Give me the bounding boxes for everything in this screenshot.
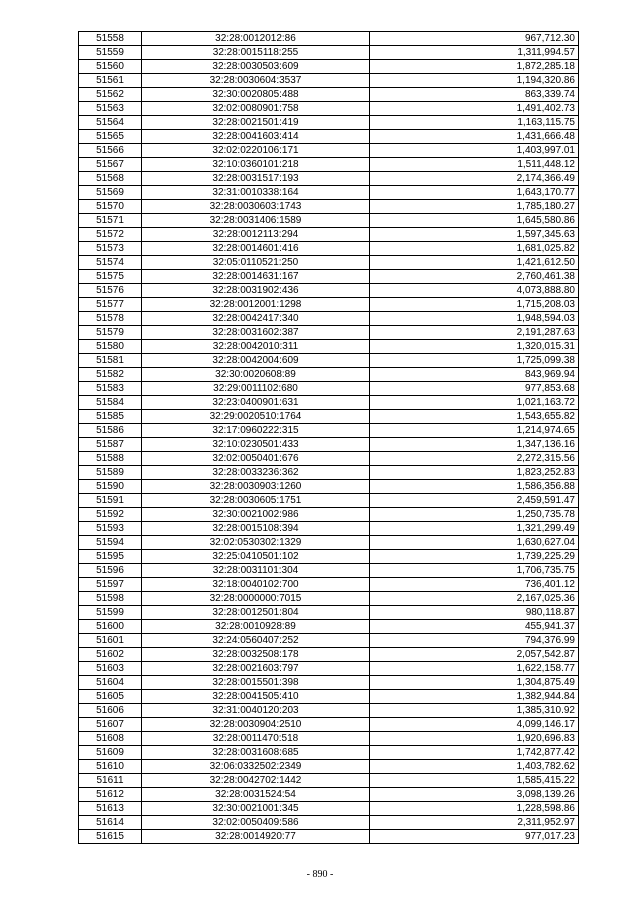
value-cell: 1,739,225.29: [370, 550, 579, 564]
cadastral-number-cell: 32:02:0050401:676: [142, 452, 370, 466]
value-cell: 1,304,875.49: [370, 676, 579, 690]
cadastral-number-cell: 32:28:0031517:193: [142, 172, 370, 186]
value-cell: 977,853.68: [370, 382, 579, 396]
cadastral-number-cell: 32:24:0560407:252: [142, 634, 370, 648]
value-cell: 1,872,285.18: [370, 60, 579, 74]
value-cell: 1,585,415.22: [370, 774, 579, 788]
cadastral-number-cell: 32:28:0041505:410: [142, 690, 370, 704]
value-cell: 1,320,015.31: [370, 340, 579, 354]
cadastral-number-cell: 32:02:0080901:758: [142, 102, 370, 116]
cadastral-number-cell: 32:28:0042417:340: [142, 312, 370, 326]
table-row: [79, 620, 579, 634]
table-row: [79, 60, 579, 74]
value-cell: 794,376.99: [370, 634, 579, 648]
cadastral-number-cell: 32:02:0530302:1329: [142, 536, 370, 550]
row-number-cell: 51560: [79, 60, 142, 74]
table-row: [79, 480, 579, 494]
table-row: [79, 256, 579, 270]
row-number-cell: 51605: [79, 690, 142, 704]
value-cell: 977,017.23: [370, 830, 579, 844]
cadastral-number-cell: 32:28:0021603:797: [142, 662, 370, 676]
table-row: [79, 592, 579, 606]
value-cell: 1,021,163.72: [370, 396, 579, 410]
row-number-cell: 51593: [79, 522, 142, 536]
cadastral-number-cell: 32:28:0015501:398: [142, 676, 370, 690]
table-row: [79, 452, 579, 466]
row-number-cell: 51587: [79, 438, 142, 452]
value-cell: 980,118.87: [370, 606, 579, 620]
value-cell: 1,431,666.48: [370, 130, 579, 144]
cadastral-number-cell: 32:28:0041603:414: [142, 130, 370, 144]
row-number-cell: 51592: [79, 508, 142, 522]
row-number-cell: 51572: [79, 228, 142, 242]
value-cell: 2,174,366.49: [370, 172, 579, 186]
table-body: [79, 32, 579, 844]
row-number-cell: 51607: [79, 718, 142, 732]
table-row: [79, 144, 579, 158]
row-number-cell: 51561: [79, 74, 142, 88]
value-cell: 1,421,612.50: [370, 256, 579, 270]
row-number-cell: 51615: [79, 830, 142, 844]
table-row: [79, 340, 579, 354]
value-cell: 1,645,580.86: [370, 214, 579, 228]
value-cell: 843,969.94: [370, 368, 579, 382]
cadastral-number-cell: 32:28:0015118:255: [142, 46, 370, 60]
value-cell: 4,099,146.17: [370, 718, 579, 732]
row-number-cell: 51559: [79, 46, 142, 60]
row-number-cell: 51606: [79, 704, 142, 718]
table-row: [79, 648, 579, 662]
table-row: [79, 676, 579, 690]
value-cell: 1,920,696.83: [370, 732, 579, 746]
table-row: [79, 270, 579, 284]
row-number-cell: 51573: [79, 242, 142, 256]
row-number-cell: 51585: [79, 410, 142, 424]
value-cell: 2,311,952.97: [370, 816, 579, 830]
row-number-cell: 51601: [79, 634, 142, 648]
cadastral-number-cell: 32:28:0031524:54: [142, 788, 370, 802]
cadastral-number-cell: 32:28:0031902:436: [142, 284, 370, 298]
table-row: [79, 732, 579, 746]
row-number-cell: 51558: [79, 32, 142, 46]
row-number-cell: 51563: [79, 102, 142, 116]
row-number-cell: 51579: [79, 326, 142, 340]
cadastral-number-cell: 32:29:0011102:680: [142, 382, 370, 396]
value-cell: 1,403,997.01: [370, 144, 579, 158]
value-cell: 1,715,208.03: [370, 298, 579, 312]
table-row: [79, 116, 579, 130]
cadastral-number-cell: 32:28:0031406:1589: [142, 214, 370, 228]
value-cell: 1,823,252.83: [370, 466, 579, 480]
value-cell: 1,194,320.86: [370, 74, 579, 88]
cadastral-value-table: [78, 31, 579, 844]
value-cell: 2,167,025.36: [370, 592, 579, 606]
cadastral-number-cell: 32:28:0030904:2510: [142, 718, 370, 732]
table-row: [79, 508, 579, 522]
row-number-cell: 51597: [79, 578, 142, 592]
value-cell: 3,098,139.26: [370, 788, 579, 802]
row-number-cell: 51570: [79, 200, 142, 214]
table-row: [79, 564, 579, 578]
row-number-cell: 51574: [79, 256, 142, 270]
value-cell: 1,385,310.92: [370, 704, 579, 718]
cadastral-number-cell: 32:28:0030503:609: [142, 60, 370, 74]
cadastral-number-cell: 32:10:0230501:433: [142, 438, 370, 452]
cadastral-number-cell: 32:28:0042004:609: [142, 354, 370, 368]
table-row: [79, 550, 579, 564]
row-number-cell: 51596: [79, 564, 142, 578]
value-cell: 1,511,448.12: [370, 158, 579, 172]
row-number-cell: 51613: [79, 802, 142, 816]
value-cell: 1,742,877.42: [370, 746, 579, 760]
value-cell: 1,948,594.03: [370, 312, 579, 326]
row-number-cell: 51580: [79, 340, 142, 354]
row-number-cell: 51591: [79, 494, 142, 508]
cadastral-number-cell: 32:02:0050409:586: [142, 816, 370, 830]
cadastral-number-cell: 32:28:0012001:1298: [142, 298, 370, 312]
row-number-cell: 51571: [79, 214, 142, 228]
cadastral-number-cell: 32:18:0040102:700: [142, 578, 370, 592]
cadastral-number-cell: 32:29:0020510:1764: [142, 410, 370, 424]
cadastral-number-cell: 32:28:0032508:178: [142, 648, 370, 662]
cadastral-number-cell: 32:28:0030903:1260: [142, 480, 370, 494]
table-row: [79, 32, 579, 46]
row-number-cell: 51604: [79, 676, 142, 690]
value-cell: 1,163,115.75: [370, 116, 579, 130]
row-number-cell: 51611: [79, 774, 142, 788]
table-row: [79, 578, 579, 592]
table-row: [79, 130, 579, 144]
table-row: [79, 536, 579, 550]
row-number-cell: 51582: [79, 368, 142, 382]
value-cell: 1,681,025.82: [370, 242, 579, 256]
table-row: [79, 242, 579, 256]
cadastral-number-cell: 32:28:0012113:294: [142, 228, 370, 242]
row-number-cell: 51575: [79, 270, 142, 284]
cadastral-number-cell: 32:28:0015108:394: [142, 522, 370, 536]
value-cell: 1,630,627.04: [370, 536, 579, 550]
value-cell: 1,725,099.38: [370, 354, 579, 368]
cadastral-number-cell: 32:05:0110521:250: [142, 256, 370, 270]
cadastral-number-cell: 32:30:0020805:488: [142, 88, 370, 102]
value-cell: 1,403,782.62: [370, 760, 579, 774]
table-row: [79, 704, 579, 718]
table-row: [79, 816, 579, 830]
value-cell: 1,250,735.78: [370, 508, 579, 522]
table-row: [79, 466, 579, 480]
row-number-cell: 51567: [79, 158, 142, 172]
row-number-cell: 51588: [79, 452, 142, 466]
cadastral-number-cell: 32:28:0030604:3537: [142, 74, 370, 88]
value-cell: 1,491,402.73: [370, 102, 579, 116]
row-number-cell: 51564: [79, 116, 142, 130]
row-number-cell: 51600: [79, 620, 142, 634]
page-number: - 890 -: [306, 869, 334, 880]
value-cell: 1,622,158.77: [370, 662, 579, 676]
cadastral-number-cell: 32:02:0220106:171: [142, 144, 370, 158]
table-row: [79, 830, 579, 844]
row-number-cell: 51565: [79, 130, 142, 144]
row-number-cell: 51577: [79, 298, 142, 312]
value-cell: 736,401.12: [370, 578, 579, 592]
row-number-cell: 51562: [79, 88, 142, 102]
table-row: [79, 46, 579, 60]
row-number-cell: 51569: [79, 186, 142, 200]
cadastral-number-cell: 32:23:0400901:631: [142, 396, 370, 410]
row-number-cell: 51602: [79, 648, 142, 662]
row-number-cell: 51590: [79, 480, 142, 494]
value-cell: 1,597,345.63: [370, 228, 579, 242]
value-cell: 4,073,888.80: [370, 284, 579, 298]
table-row: [79, 382, 579, 396]
table-row: [79, 662, 579, 676]
value-cell: 1,382,944.84: [370, 690, 579, 704]
row-number-cell: 51614: [79, 816, 142, 830]
cadastral-number-cell: 32:28:0021501:419: [142, 116, 370, 130]
value-cell: 1,586,356.88: [370, 480, 579, 494]
value-cell: 1,321,299.49: [370, 522, 579, 536]
value-cell: 1,214,974.65: [370, 424, 579, 438]
value-cell: 1,706,735.75: [370, 564, 579, 578]
row-number-cell: 51576: [79, 284, 142, 298]
cadastral-number-cell: 32:30:0020608:89: [142, 368, 370, 382]
table-row: [79, 788, 579, 802]
table-row: [79, 690, 579, 704]
table-row: [79, 228, 579, 242]
cadastral-number-cell: 32:31:0040120:203: [142, 704, 370, 718]
cadastral-number-cell: 32:31:0010338:164: [142, 186, 370, 200]
cadastral-number-cell: 32:28:0031101:304: [142, 564, 370, 578]
cadastral-number-cell: 32:28:0042702:1442: [142, 774, 370, 788]
table-row: [79, 214, 579, 228]
cadastral-number-cell: 32:28:0014631:167: [142, 270, 370, 284]
value-cell: 1,785,180.27: [370, 200, 579, 214]
table-row: [79, 606, 579, 620]
table-row: [79, 88, 579, 102]
value-cell: 1,347,136.16: [370, 438, 579, 452]
table-row: [79, 298, 579, 312]
table-row: [79, 74, 579, 88]
cadastral-number-cell: 32:28:0012012:86: [142, 32, 370, 46]
table-row: [79, 760, 579, 774]
cadastral-number-cell: 32:28:0014920:77: [142, 830, 370, 844]
cadastral-number-cell: 32:28:0010928:89: [142, 620, 370, 634]
cadastral-number-cell: 32:28:0030603:1743: [142, 200, 370, 214]
table-row: [79, 494, 579, 508]
cadastral-number-cell: 32:17:0960222:315: [142, 424, 370, 438]
table-row: [79, 410, 579, 424]
table-row: [79, 200, 579, 214]
row-number-cell: 51578: [79, 312, 142, 326]
cadastral-number-cell: 32:28:0012501:804: [142, 606, 370, 620]
value-cell: 2,057,542.87: [370, 648, 579, 662]
table-row: [79, 102, 579, 116]
table-row: [79, 634, 579, 648]
table-row: [79, 522, 579, 536]
value-cell: 455,941.37: [370, 620, 579, 634]
cadastral-number-cell: 32:28:0042010:311: [142, 340, 370, 354]
value-cell: 2,191,287.63: [370, 326, 579, 340]
value-cell: 1,543,655.82: [370, 410, 579, 424]
cadastral-number-cell: 32:28:0011470:518: [142, 732, 370, 746]
table-row: [79, 368, 579, 382]
cadastral-number-cell: 32:25:0410501:102: [142, 550, 370, 564]
table-row: [79, 172, 579, 186]
row-number-cell: 51610: [79, 760, 142, 774]
table-row: [79, 284, 579, 298]
row-number-cell: 51612: [79, 788, 142, 802]
table-row: [79, 186, 579, 200]
table-row: [79, 718, 579, 732]
cadastral-number-cell: 32:06:0332502:2349: [142, 760, 370, 774]
table-row: [79, 774, 579, 788]
table-row: [79, 802, 579, 816]
row-number-cell: 51581: [79, 354, 142, 368]
row-number-cell: 51583: [79, 382, 142, 396]
table-row: [79, 424, 579, 438]
row-number-cell: 51603: [79, 662, 142, 676]
table-row: [79, 354, 579, 368]
table-row: [79, 746, 579, 760]
cadastral-number-cell: 32:28:0033236:362: [142, 466, 370, 480]
row-number-cell: 51608: [79, 732, 142, 746]
table-row: [79, 396, 579, 410]
cadastral-number-cell: 32:28:0030605:1751: [142, 494, 370, 508]
row-number-cell: 51584: [79, 396, 142, 410]
value-cell: 1,311,994.57: [370, 46, 579, 60]
row-number-cell: 51609: [79, 746, 142, 760]
row-number-cell: 51589: [79, 466, 142, 480]
value-cell: 967,712.30: [370, 32, 579, 46]
value-cell: 1,643,170.77: [370, 186, 579, 200]
cadastral-number-cell: 32:28:0000000:7015: [142, 592, 370, 606]
row-number-cell: 51566: [79, 144, 142, 158]
table-row: [79, 158, 579, 172]
cadastral-number-cell: 32:28:0014601:416: [142, 242, 370, 256]
row-number-cell: 51599: [79, 606, 142, 620]
table-row: [79, 326, 579, 340]
row-number-cell: 51595: [79, 550, 142, 564]
cadastral-number-cell: 32:30:0021002:986: [142, 508, 370, 522]
cadastral-number-cell: 32:28:0031602:387: [142, 326, 370, 340]
cadastral-number-cell: 32:10:0360101:218: [142, 158, 370, 172]
value-cell: 2,459,591.47: [370, 494, 579, 508]
table-row: [79, 438, 579, 452]
value-cell: 1,228,598.86: [370, 802, 579, 816]
value-cell: 863,339.74: [370, 88, 579, 102]
cadastral-number-cell: 32:30:0021001:345: [142, 802, 370, 816]
row-number-cell: 51568: [79, 172, 142, 186]
row-number-cell: 51598: [79, 592, 142, 606]
row-number-cell: 51586: [79, 424, 142, 438]
value-cell: 2,760,461.38: [370, 270, 579, 284]
row-number-cell: 51594: [79, 536, 142, 550]
table-row: [79, 312, 579, 326]
value-cell: 2,272,315.56: [370, 452, 579, 466]
cadastral-number-cell: 32:28:0031608:685: [142, 746, 370, 760]
